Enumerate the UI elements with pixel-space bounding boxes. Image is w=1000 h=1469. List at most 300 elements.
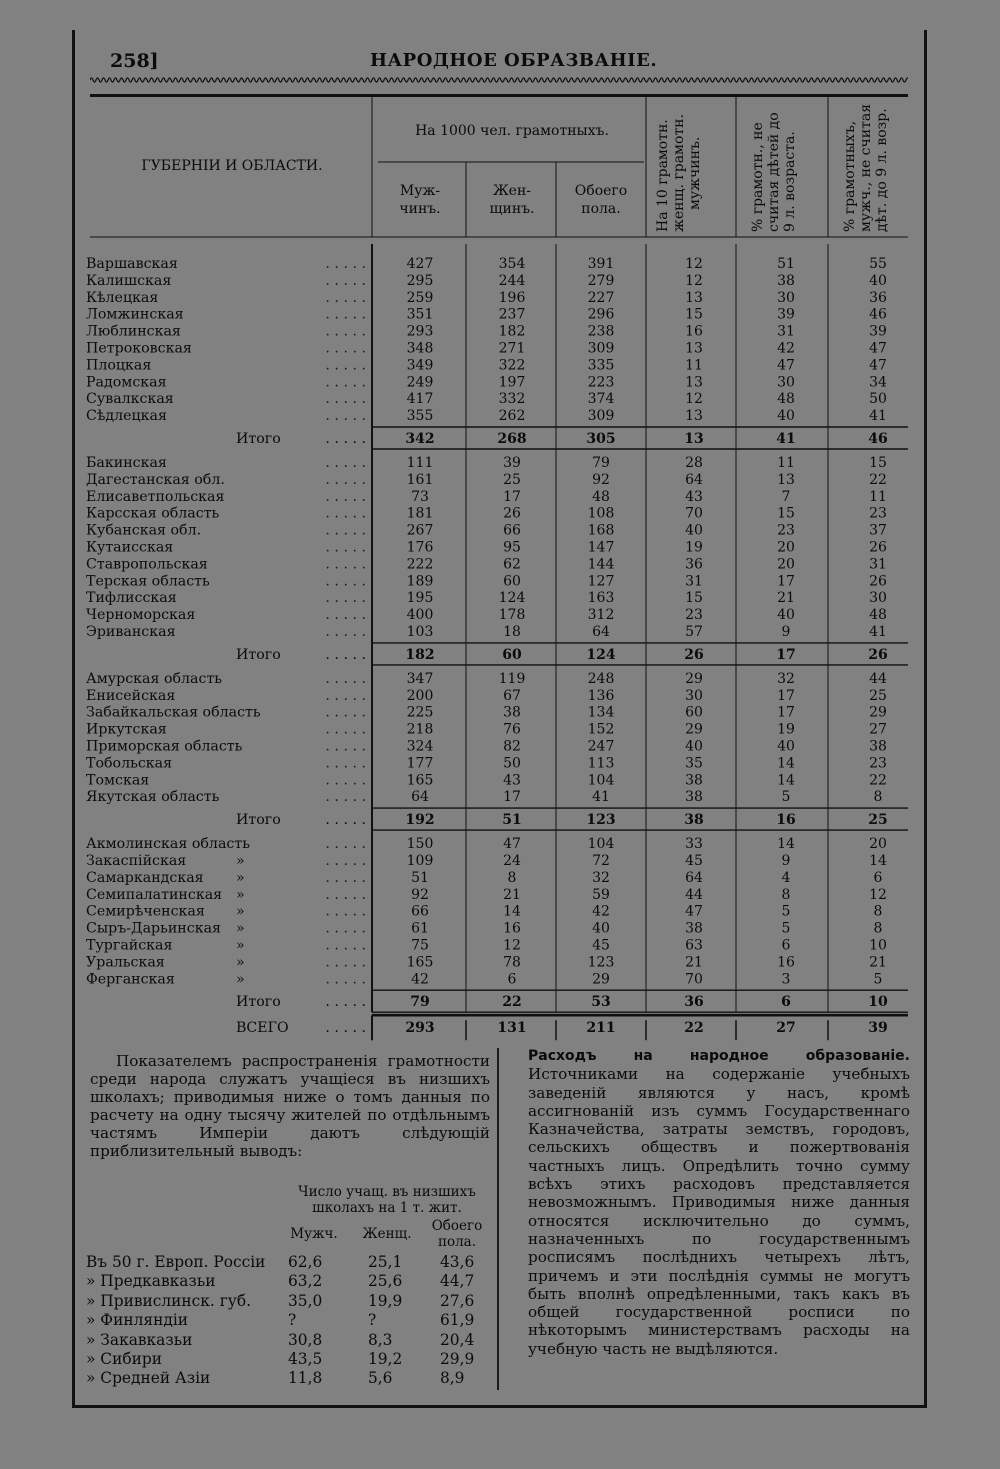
cell-value: 8 xyxy=(781,886,791,903)
dot-leader: . . . . . xyxy=(325,687,366,704)
cell-value: 40 xyxy=(777,408,795,425)
cell-value: 35 xyxy=(685,755,703,772)
grand-total-value: 293 xyxy=(405,1020,435,1037)
cell-value: 32 xyxy=(592,869,610,886)
total-value: 26 xyxy=(684,646,704,663)
small-row-label: » Средней Азіи xyxy=(86,1369,211,1387)
total-value: 124 xyxy=(586,646,616,663)
small-row-both: 44,7 xyxy=(440,1272,475,1290)
cell-value: 6 xyxy=(873,869,883,886)
cell-value: 152 xyxy=(587,721,615,738)
cell-value: 16 xyxy=(685,323,703,340)
expenses-body: Источниками на содержаніе учебныхъ заведеній являются у насъ, кромѣ ассигнованій изъ суммъ Государственнаго Казначейства, затраты земствъ, городовъ, сельскихъ обществъ и пожертвованія частныхъ лицъ. Опредѣлить точно сумму всѣхъ этихъ расходовъ представляется невозможнымъ. Приводимыя ниже данныя относятся исключительно до суммъ, назначенныхъ по государственнымъ росписямъ послѣднихъ четырехъ лѣтъ, причемъ и эти послѣднія суммы не могутъ быть вполнѣ опредѣленными, такъ какъ въ общей государственной росписи по нѣкоторымъ министерствамъ расходы на учебную часть не выдѣляются. xyxy=(528,1065,910,1358)
region-name: Дагестанская обл. xyxy=(86,471,225,488)
total-value: 36 xyxy=(684,994,704,1011)
cell-value: 48 xyxy=(592,488,610,505)
small-row-men: 30,8 xyxy=(288,1331,323,1349)
total-value: 268 xyxy=(497,431,527,447)
cell-value: 351 xyxy=(406,306,434,323)
small-col-men: Мужч. xyxy=(290,1226,338,1242)
dot-leader: . . . . . xyxy=(325,954,366,971)
small-row-women: 19,9 xyxy=(368,1292,403,1310)
dot-leader: . . . . . xyxy=(325,539,366,556)
cell-value: 119 xyxy=(498,670,526,687)
ditto-mark: » xyxy=(236,954,245,971)
total-value: 342 xyxy=(405,431,435,447)
region-name: Иркутская xyxy=(86,721,167,738)
cell-value: 104 xyxy=(587,836,615,853)
cell-value: 45 xyxy=(685,853,703,869)
cell-value: 43 xyxy=(503,772,521,789)
cell-value: 227 xyxy=(587,289,615,306)
total-value: 26 xyxy=(868,646,888,663)
cell-value: 38 xyxy=(869,738,887,755)
cell-value: 322 xyxy=(498,357,526,374)
small-row-women: 5,6 xyxy=(368,1369,393,1387)
cell-value: 244 xyxy=(498,272,526,289)
total-value: 17 xyxy=(776,646,796,663)
col-header-pct-men-1: % грамотныхъ, xyxy=(842,120,858,232)
cell-value: 40 xyxy=(869,272,887,289)
cell-value: 64 xyxy=(592,624,610,640)
cell-value: 10 xyxy=(869,937,887,954)
cell-value: 9 xyxy=(781,853,791,869)
cell-value: 72 xyxy=(592,853,610,869)
cell-value: 64 xyxy=(685,471,703,488)
total-value: 38 xyxy=(684,812,704,829)
cell-value: 40 xyxy=(592,920,610,937)
cell-value: 19 xyxy=(685,539,703,556)
region-name: Бакинская xyxy=(86,455,167,471)
cell-value: 12 xyxy=(685,391,703,408)
ditto-mark: » xyxy=(236,903,245,920)
region-name: Карсская область xyxy=(86,505,220,522)
cell-value: 38 xyxy=(503,704,521,721)
cell-value: 17 xyxy=(777,573,795,590)
ditto-mark: » xyxy=(236,886,245,903)
expenses-heading: Расходъ на народное образованіе. xyxy=(528,1048,910,1064)
cell-value: 70 xyxy=(685,971,703,988)
region-name: Кутаисская xyxy=(86,539,174,556)
cell-value: 267 xyxy=(406,522,434,539)
cell-value: 21 xyxy=(503,886,521,903)
cell-value: 22 xyxy=(869,772,887,789)
cell-value: 195 xyxy=(406,590,434,607)
cell-value: 427 xyxy=(406,256,434,272)
cell-value: 144 xyxy=(587,556,615,573)
region-name: Тобольская xyxy=(86,755,173,772)
cell-value: 21 xyxy=(869,954,887,971)
cell-value: 48 xyxy=(869,607,887,624)
region-name: Уральская xyxy=(86,954,165,971)
cell-value: 12 xyxy=(685,272,703,289)
cell-value: 73 xyxy=(411,488,429,505)
cell-value: 30 xyxy=(869,590,887,607)
small-row-women: ? xyxy=(368,1311,377,1329)
cell-value: 36 xyxy=(869,289,887,306)
small-row-women: 8,3 xyxy=(368,1331,393,1349)
region-name: Сыръ-Дарьинская xyxy=(86,920,221,937)
dot-leader: . . . . . xyxy=(325,903,366,920)
cell-value: 14 xyxy=(503,903,521,920)
cell-value: 17 xyxy=(777,704,795,721)
col-header-ratio xyxy=(655,114,703,232)
cell-value: 42 xyxy=(777,340,795,357)
small-row-men: ? xyxy=(288,1311,297,1329)
small-row-label: Въ 50 г. Европ. Россіи xyxy=(86,1253,266,1271)
cell-value: 391 xyxy=(587,256,615,272)
cell-value: 75 xyxy=(411,937,429,954)
cell-value: 44 xyxy=(685,886,703,903)
cell-value: 31 xyxy=(869,556,887,573)
cell-value: 11 xyxy=(777,455,795,471)
cell-value: 14 xyxy=(777,772,795,789)
grand-total-value: 131 xyxy=(497,1020,527,1037)
cell-value: 22 xyxy=(869,471,887,488)
small-table-header-2: школахъ на 1 т. жит. xyxy=(312,1200,462,1216)
dot-leader: . . . . . xyxy=(325,920,366,937)
small-row-men: 11,8 xyxy=(288,1369,323,1387)
cell-value: 79 xyxy=(592,455,610,471)
dot-leader: . . . . . xyxy=(325,488,366,505)
cell-value: 8 xyxy=(507,869,517,886)
cell-value: 218 xyxy=(406,721,434,738)
cell-value: 95 xyxy=(503,539,521,556)
cell-value: 123 xyxy=(587,954,615,971)
total-value: 305 xyxy=(586,431,616,447)
cell-value: 354 xyxy=(498,256,526,272)
dot-leader: . . . . . xyxy=(325,755,366,772)
region-name: Ферганская xyxy=(86,971,175,988)
region-name: Варшавская xyxy=(86,256,178,272)
page-number: 258] xyxy=(110,50,159,72)
grand-total-label: ВСЕГО xyxy=(236,1020,289,1037)
ditto-mark: » xyxy=(236,869,245,886)
grand-total-value: 22 xyxy=(684,1020,704,1037)
region-name: Елисаветпольская xyxy=(86,488,225,505)
cell-value: 51 xyxy=(411,869,429,886)
cell-value: 14 xyxy=(777,836,795,853)
small-table-header xyxy=(282,1184,492,1216)
cell-value: 16 xyxy=(503,920,521,937)
total-label: Итого xyxy=(236,812,281,829)
region-name: Тифлисская xyxy=(86,590,177,607)
col-header-both-1: Обоего xyxy=(574,183,628,199)
dot-leader: . . . . . xyxy=(325,431,366,447)
cell-value: 38 xyxy=(777,272,795,289)
cell-value: 309 xyxy=(587,340,615,357)
dot-leader: . . . . . xyxy=(325,471,366,488)
cell-value: 60 xyxy=(685,704,703,721)
cell-value: 103 xyxy=(406,624,434,640)
cell-value: 92 xyxy=(592,471,610,488)
cell-value: 17 xyxy=(503,488,521,505)
col-header-both-2: пола. xyxy=(581,201,621,217)
small-row-men: 62,6 xyxy=(288,1253,323,1271)
cell-value: 32 xyxy=(777,670,795,687)
region-name: Сѣдлецкая xyxy=(86,408,167,425)
region-name: Кубанская обл. xyxy=(86,522,202,539)
small-row-both: 43,6 xyxy=(440,1253,475,1271)
cell-value: 165 xyxy=(406,772,434,789)
cell-value: 23 xyxy=(869,505,887,522)
cell-value: 46 xyxy=(869,306,887,323)
small-row-women: 19,2 xyxy=(368,1350,403,1368)
running-head-title: НАРОДНОЕ ОБРАЗВАНІЕ. xyxy=(370,50,658,71)
cell-value: 20 xyxy=(777,556,795,573)
col-header-men-1: Муж- xyxy=(399,183,441,199)
cell-value: 30 xyxy=(777,374,795,391)
region-name: Амурская область xyxy=(86,670,223,687)
cell-value: 3 xyxy=(781,971,791,988)
cell-value: 76 xyxy=(503,721,521,738)
cell-value: 271 xyxy=(498,340,526,357)
cell-value: 50 xyxy=(503,755,521,772)
region-name: Закаспійская xyxy=(86,853,187,869)
cell-value: 17 xyxy=(503,789,521,806)
small-table-row xyxy=(86,1311,486,1330)
small-row-label: » Финляндіи xyxy=(86,1311,189,1329)
cell-value: 57 xyxy=(685,624,703,640)
total-value: 41 xyxy=(776,431,796,447)
grand-total-value: 39 xyxy=(868,1020,888,1037)
col-header-women-1: Жен- xyxy=(492,183,532,199)
col-header-region: ГУБЕРНІИ И ОБЛАСТИ. xyxy=(141,158,323,174)
small-row-women: 25,6 xyxy=(368,1272,403,1290)
cell-value: 12 xyxy=(685,256,703,272)
cell-value: 34 xyxy=(869,374,887,391)
cell-value: 23 xyxy=(685,607,703,624)
dot-leader: . . . . . xyxy=(325,886,366,903)
ditto-mark: » xyxy=(236,853,245,869)
total-value: 10 xyxy=(868,994,888,1011)
cell-value: 296 xyxy=(587,306,615,323)
ditto-mark: » xyxy=(236,937,245,954)
cell-value: 249 xyxy=(406,374,434,391)
col-header-ratio-1: На 10 грамотн. xyxy=(655,119,671,232)
small-row-men: 35,0 xyxy=(288,1292,323,1310)
dot-leader: . . . . . xyxy=(325,272,366,289)
col-header-pct-men-2: мужч., не считая xyxy=(858,103,874,232)
cell-value: 181 xyxy=(406,505,434,522)
cell-value: 40 xyxy=(685,738,703,755)
dot-leader: . . . . . xyxy=(325,374,366,391)
dot-leader: . . . . . xyxy=(325,340,366,357)
cell-value: 150 xyxy=(406,836,434,853)
cell-value: 237 xyxy=(498,306,526,323)
cell-value: 33 xyxy=(685,836,703,853)
cell-value: 6 xyxy=(781,937,791,954)
cell-value: 25 xyxy=(503,471,521,488)
col-header-pct-all-2: считая дѣтей до xyxy=(766,112,782,232)
cell-value: 12 xyxy=(503,937,521,954)
region-name: Приморская область xyxy=(86,738,243,755)
cell-value: 92 xyxy=(411,886,429,903)
cell-value: 16 xyxy=(777,954,795,971)
cell-value: 293 xyxy=(406,323,434,340)
col-header-group: На 1000 чел. грамотныхъ. xyxy=(415,123,609,139)
cell-value: 45 xyxy=(592,937,610,954)
cell-value: 136 xyxy=(587,687,615,704)
dot-leader: . . . . . xyxy=(325,812,366,829)
total-value: 60 xyxy=(502,646,522,663)
cell-value: 374 xyxy=(587,391,615,408)
cell-value: 47 xyxy=(869,357,887,374)
cell-value: 40 xyxy=(777,738,795,755)
cell-value: 5 xyxy=(873,971,883,988)
region-name: Черноморская xyxy=(86,607,196,624)
schools-paragraph: Показателемъ распространенія грамотности среди народа служатъ учащіеся въ низшихъ школахъ; приводимыя ниже о томъ данныя по расчету на одну тысячу жителей по отдѣльнымъ частямъ Имперіи даютъ слѣдующій приблизительный выводъ: xyxy=(90,1052,490,1160)
small-table-header-1: Число учащ. въ низшихъ xyxy=(298,1184,476,1200)
cell-value: 13 xyxy=(685,289,703,306)
region-name: Енисейская xyxy=(86,687,176,704)
cell-value: 200 xyxy=(406,687,434,704)
cell-value: 15 xyxy=(777,505,795,522)
region-name: Семирѣченская xyxy=(86,903,205,920)
small-row-both: 27,6 xyxy=(440,1292,475,1310)
cell-value: 18 xyxy=(503,624,521,640)
region-name: Томская xyxy=(86,772,150,789)
dot-leader: . . . . . xyxy=(325,738,366,755)
cell-value: 417 xyxy=(406,391,434,408)
region-name: Радомская xyxy=(86,374,167,391)
cell-value: 55 xyxy=(869,256,887,272)
cell-value: 13 xyxy=(685,374,703,391)
cell-value: 47 xyxy=(869,340,887,357)
small-row-label: » Привислинск. губ. xyxy=(86,1292,251,1310)
cell-value: 28 xyxy=(685,455,703,471)
dot-leader: . . . . . xyxy=(325,789,366,806)
cell-value: 39 xyxy=(503,455,521,471)
cell-value: 108 xyxy=(587,505,615,522)
cell-value: 312 xyxy=(587,607,615,624)
cell-value: 41 xyxy=(592,789,610,806)
region-name: Терская область xyxy=(86,573,210,590)
small-table-row xyxy=(86,1272,486,1291)
cell-value: 62 xyxy=(503,556,521,573)
cell-value: 124 xyxy=(498,590,526,607)
cell-value: 178 xyxy=(498,607,526,624)
cell-value: 168 xyxy=(587,522,615,539)
small-table-row xyxy=(86,1369,486,1388)
dot-leader: . . . . . xyxy=(325,408,366,425)
cell-value: 21 xyxy=(685,954,703,971)
cell-value: 15 xyxy=(685,590,703,607)
small-row-women: 25,1 xyxy=(368,1253,403,1271)
cell-value: 8 xyxy=(873,789,883,806)
grand-total-value: 211 xyxy=(586,1020,616,1037)
total-value: 123 xyxy=(586,812,616,829)
cell-value: 40 xyxy=(685,522,703,539)
dot-leader: . . . . . xyxy=(325,323,366,340)
cell-value: 109 xyxy=(406,853,434,869)
total-value: 46 xyxy=(868,431,888,447)
cell-value: 82 xyxy=(503,738,521,755)
dot-leader: . . . . . xyxy=(325,772,366,789)
dot-leader: . . . . . xyxy=(325,624,366,640)
cell-value: 127 xyxy=(587,573,615,590)
cell-value: 9 xyxy=(781,624,791,640)
region-name: Кѣлецкая xyxy=(86,289,159,306)
total-value: 51 xyxy=(502,812,522,829)
cell-value: 47 xyxy=(685,903,703,920)
small-row-both: 61,9 xyxy=(440,1311,475,1329)
small-row-both: 20,4 xyxy=(440,1331,475,1349)
dot-leader: . . . . . xyxy=(325,306,366,323)
region-name: Ставропольская xyxy=(86,556,208,573)
dot-leader: . . . . . xyxy=(325,937,366,954)
cell-value: 24 xyxy=(503,853,521,869)
total-value: 182 xyxy=(405,646,435,663)
col-header-pct-men xyxy=(842,104,890,232)
region-name: Забайкальская область xyxy=(86,704,261,721)
cell-value: 66 xyxy=(411,903,429,920)
cell-value: 13 xyxy=(685,340,703,357)
total-value: 79 xyxy=(410,994,430,1011)
cell-value: 309 xyxy=(587,408,615,425)
cell-value: 43 xyxy=(685,488,703,505)
total-value: 25 xyxy=(868,812,888,829)
cell-value: 134 xyxy=(587,704,615,721)
total-label: Итого xyxy=(236,994,281,1011)
dot-leader: . . . . . xyxy=(325,1020,366,1037)
small-col-both xyxy=(424,1218,490,1250)
ditto-mark: » xyxy=(236,971,245,988)
region-name: Эриванская xyxy=(86,624,176,640)
cell-value: 60 xyxy=(503,573,521,590)
dot-leader: . . . . . xyxy=(325,556,366,573)
cell-value: 8 xyxy=(873,920,883,937)
col-header-pct-all xyxy=(750,112,798,232)
cell-value: 355 xyxy=(406,408,434,425)
cell-value: 182 xyxy=(498,323,526,340)
cell-value: 14 xyxy=(777,755,795,772)
cell-value: 26 xyxy=(503,505,521,522)
cell-value: 14 xyxy=(869,853,887,869)
dot-leader: . . . . . xyxy=(325,590,366,607)
cell-value: 63 xyxy=(685,937,703,954)
dot-leader: . . . . . xyxy=(325,670,366,687)
cell-value: 36 xyxy=(685,556,703,573)
dot-leader: . . . . . xyxy=(325,455,366,471)
cell-value: 67 xyxy=(503,687,521,704)
cell-value: 37 xyxy=(869,522,887,539)
cell-value: 47 xyxy=(777,357,795,374)
cell-value: 39 xyxy=(869,323,887,340)
cell-value: 66 xyxy=(503,522,521,539)
region-name: Тургайская xyxy=(86,937,173,954)
small-row-label: » Закавказьи xyxy=(86,1331,193,1349)
cell-value: 21 xyxy=(777,590,795,607)
total-value: 53 xyxy=(591,994,611,1011)
cell-value: 42 xyxy=(411,971,429,988)
small-col-both-1: Обоего xyxy=(431,1218,483,1234)
region-name: Самаркандская xyxy=(86,869,204,886)
cell-value: 38 xyxy=(685,772,703,789)
region-name: Калишская xyxy=(86,272,172,289)
cell-value: 30 xyxy=(777,289,795,306)
region-name: Якутская область xyxy=(86,789,220,806)
cell-value: 42 xyxy=(592,903,610,920)
cell-value: 26 xyxy=(869,573,887,590)
cell-value: 225 xyxy=(406,704,434,721)
dot-leader: . . . . . xyxy=(325,853,366,869)
cell-value: 64 xyxy=(411,789,429,806)
cell-value: 70 xyxy=(685,505,703,522)
cell-value: 223 xyxy=(587,374,615,391)
small-col-women: Женщ. xyxy=(362,1226,412,1242)
cell-value: 11 xyxy=(869,488,887,505)
